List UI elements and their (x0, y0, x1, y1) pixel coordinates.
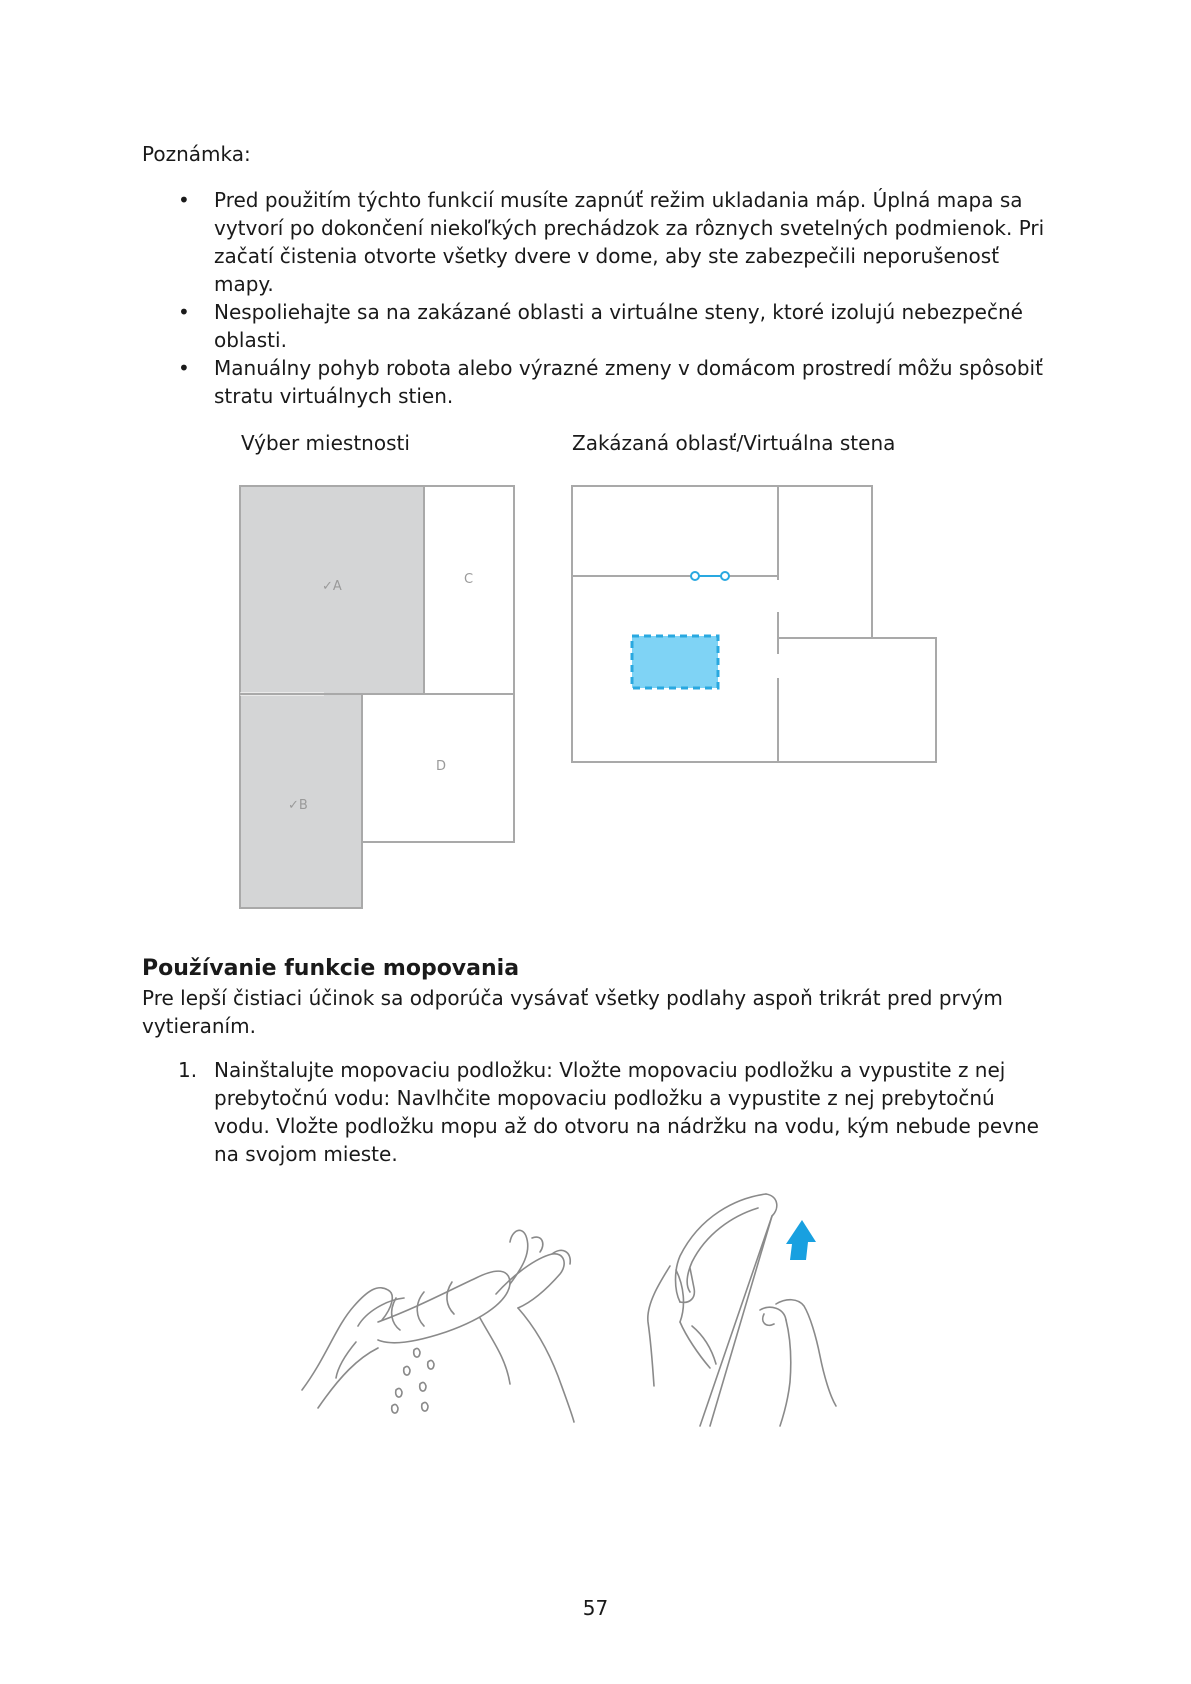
note-item-text: Manuálny pohyb robota alebo výrazné zmeny v domácom prostredí môžu spôsobiť stratu virtuálnych stien. (214, 356, 1043, 408)
no-go-zone-map (570, 484, 940, 764)
no-go-zone-caption: Zakázaná oblasť/Virtuálna stena (572, 431, 896, 455)
note-item (142, 186, 1052, 298)
note-item-text: Nespoliehajte sa na zakázané oblasti a virtuálne steny, ktoré izolujú nebezpečné oblasti. (214, 300, 1023, 352)
note-item (142, 354, 1052, 410)
page-number: 57 (582, 1596, 609, 1620)
bullet: • (178, 300, 190, 324)
bullet: • (178, 188, 190, 212)
room-label: C (464, 572, 474, 587)
room-label: ✓A (322, 579, 342, 594)
note-item-text: Pred použitím týchto funkcií musíte zapnúť režim ukladania máp. Úplná mapa sa vytvorí po dokončení niekoľkých prechádzok za rôznych svetelných podmienok. Pri začatí čistenia otvorte všetky dvere v dome, aby ste zabezpečili neporušenosť mapy. (214, 188, 1045, 296)
room-selection-map (238, 484, 518, 910)
note-list (142, 186, 1052, 410)
step-item (142, 1056, 1052, 1168)
room-c (424, 486, 514, 694)
wringing-mop-pad-icon (296, 1208, 596, 1428)
note-label: Poznámka: (142, 142, 251, 166)
room-label: D (436, 759, 447, 774)
note-item (142, 298, 1052, 354)
section-title: Používanie funkcie mopovania (142, 956, 520, 981)
room-label: ✓B (288, 798, 308, 813)
step-text: Nainštalujte mopovaciu podložku: Vložte mopovaciu podložku a vypustite z nej prebytočnú vodu: Navlhčite mopovaciu podložku a vypustite z nej prebytočnú vodu. Vložte podložku mopu až do otvoru na nádržku na vodu, kým nebude pevne na svojom mieste. (214, 1058, 1039, 1166)
virtual-wall (691, 572, 729, 580)
section-intro: Pre lepší čistiaci účinok sa odporúča vysávať všetky podlahy aspoň trikrát pred prvým vytieraním. (142, 986, 1003, 1038)
no-go-zone (632, 636, 718, 688)
step-list (142, 1056, 1052, 1168)
step-number: 1. (178, 1058, 198, 1082)
insert-mop-pad-icon (640, 1186, 850, 1436)
up-arrow-icon (786, 1220, 816, 1260)
room-selection-caption: Výber miestnosti (241, 431, 410, 455)
bullet: • (178, 356, 190, 380)
